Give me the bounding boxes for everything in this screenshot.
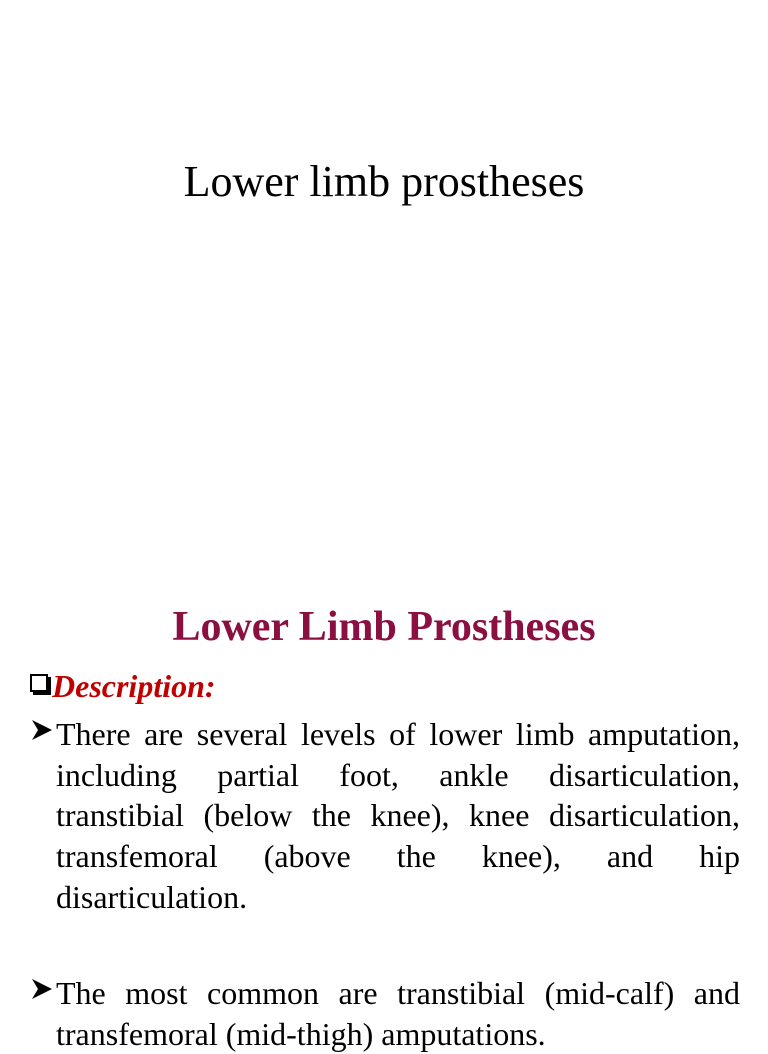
description-label: Description: <box>52 668 216 704</box>
bullet-text: There are several levels of lower limb amputation, including partial foot, ankle disarticulation, transtibial (below the knee), knee disarticulation, transfemoral (above the knee), and hip disarticulation. <box>56 716 740 915</box>
checkbox-icon <box>30 674 48 692</box>
section-heading: Lower Limb Prostheses <box>172 604 596 650</box>
arrow-right-icon <box>28 973 56 1013</box>
bullet-item <box>28 973 740 1054</box>
slide-title: Lower limb prostheses <box>183 157 585 206</box>
arrow-right-icon <box>28 714 56 754</box>
bullet-item <box>28 714 740 918</box>
description-row <box>30 666 216 706</box>
bullet-text: The most common are transtibial (mid-calf) and transfemoral (mid-thigh) amputations. <box>56 975 740 1052</box>
